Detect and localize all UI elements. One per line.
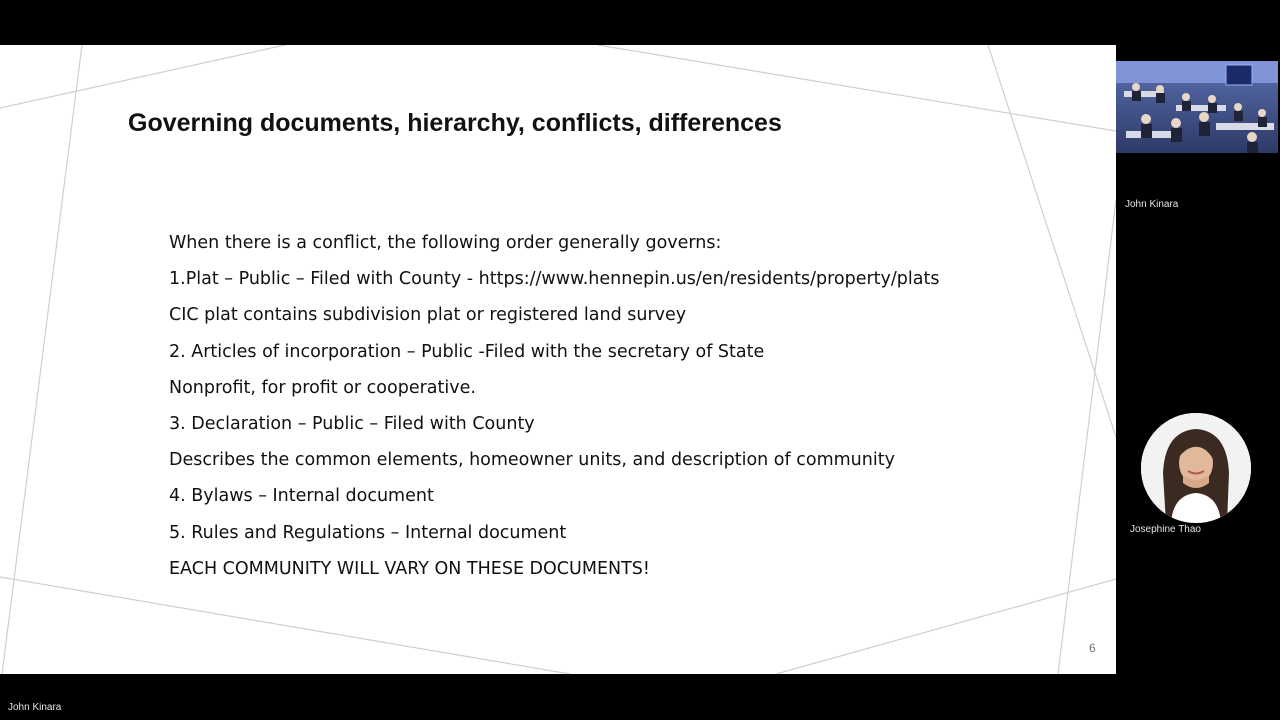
avatar-photo	[1141, 413, 1251, 523]
participant-video-tile[interactable]	[1116, 61, 1278, 153]
slide-page-number: 6	[1089, 641, 1096, 655]
classroom-video-image	[1116, 61, 1278, 153]
shared-slide	[0, 45, 1116, 674]
decor-line	[988, 45, 1116, 437]
slide-line-declaration-note: Describes the common elements, homeowner units, and description of community	[169, 450, 895, 471]
participant-avatar[interactable]	[1141, 413, 1251, 523]
slide-line-plat-note: CIC plat contains subdivision plat or registered land survey	[169, 305, 687, 326]
slide-line-articles-note: Nonprofit, for profit or cooperative.	[169, 377, 476, 398]
bottom-bar	[0, 674, 1280, 720]
slide-title: Governing documents, hierarchy, conflicts, differences	[128, 109, 782, 137]
slide-line-warning: EACH COMMUNITY WILL VARY ON THESE DOCUMENTS!	[169, 558, 650, 579]
decor-line	[1058, 200, 1116, 674]
slide-line-plat: 1.Plat – Public – Filed with County - https://www.hennepin.us/en/residents/property/plats	[169, 269, 940, 290]
slide-line-articles: 2. Articles of incorporation – Public -Filed with the secretary of State	[169, 341, 765, 362]
participant-name-label: Josephine Thao	[1130, 524, 1201, 535]
participant-name-label: John Kinara	[1125, 199, 1179, 210]
decor-line	[0, 45, 285, 108]
slide-line-declaration: 3. Declaration – Public – Filed with County	[169, 413, 535, 434]
slide-line-rules: 5. Rules and Regulations – Internal document	[169, 522, 567, 543]
participant-panel	[1116, 45, 1280, 674]
decor-line	[0, 577, 570, 674]
slide-line-bylaws: 4. Bylaws – Internal document	[169, 486, 434, 507]
decor-line	[776, 579, 1116, 674]
presenter-name-label: John Kinara	[8, 702, 62, 713]
slide-line-intro: When there is a conflict, the following order generally governs:	[169, 233, 722, 253]
slide-body	[169, 225, 939, 587]
